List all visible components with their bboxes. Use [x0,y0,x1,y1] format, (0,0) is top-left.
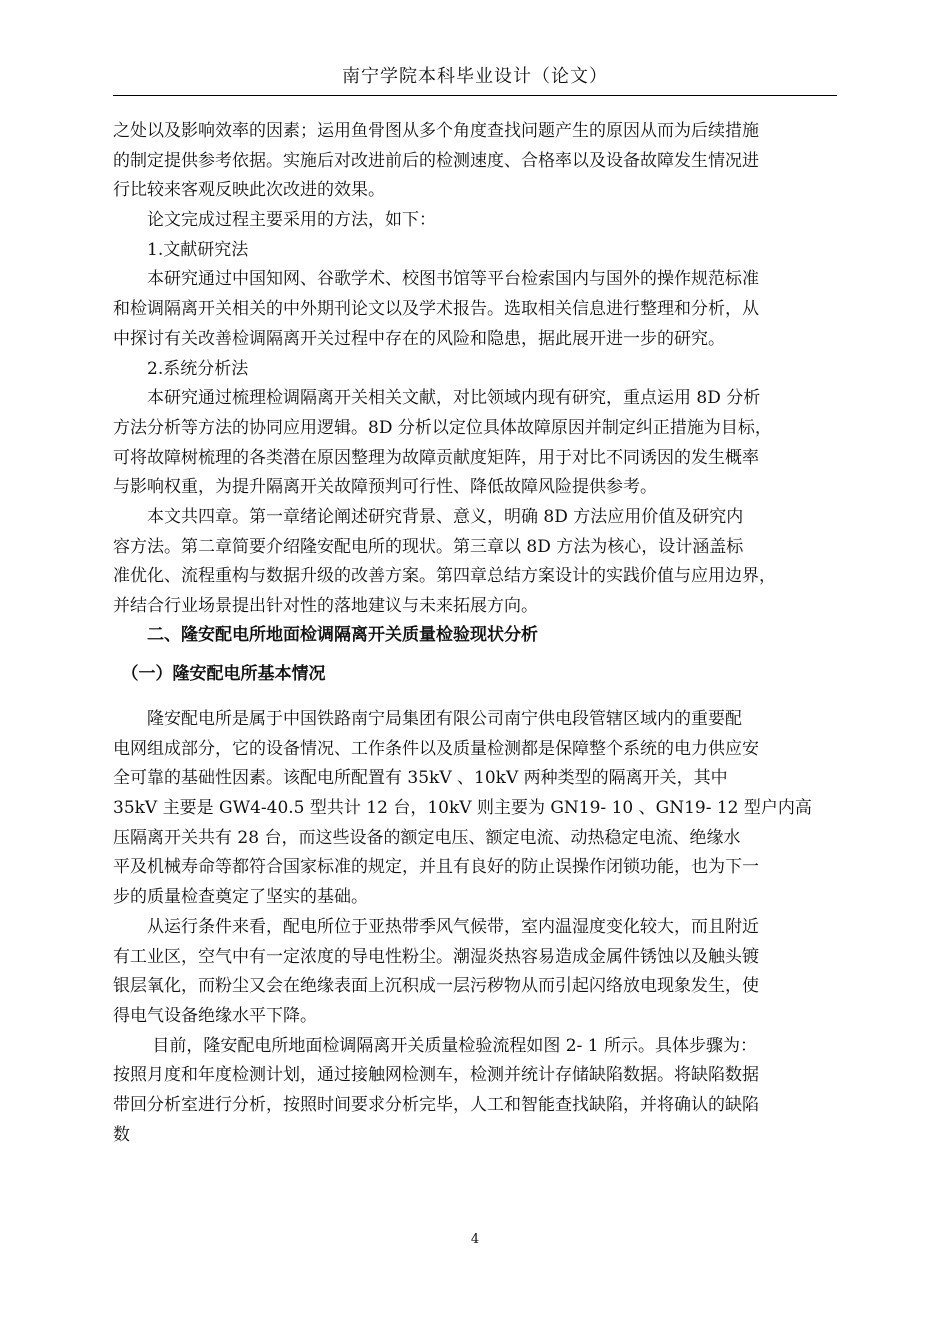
text-line: 35kV 主要是 GW4-40.5 型共计 12 台，10kV 则主要为 GN19- 10 、GN19- 12 型户内高 [113,798,812,819]
section-heading: 二、隆安配电所地面检调隔离开关质量检验现状分析 [113,625,538,645]
text-line: 平及机械寿命等都符合国家标准的规定，并且有良好的防止误操作闭锁功能，也为下一 [113,857,759,878]
text-line: 隆安配电所是属于中国铁路南宁局集团有限公司南宁供电段管辖区域内的重要配 [113,709,742,729]
running-header: 南宁学院本科毕业设计（论文） [342,66,608,87]
text-line: 与影响权重，为提升隔离开关故障预判可行性、降低故障风险提供参考。 [113,477,657,498]
text-line: 本文共四章。第一章绪论阐述研究背景、意义，明确 8D 方法应用价值及研究内 [113,506,744,527]
body-text-section [113,705,837,1150]
body-text-intro [113,117,837,622]
text-line: 全可靠的基础性因素。该配电所配置有 35kV 、10kV 两种类型的隔离开关，其中 [113,768,728,789]
text-line: 从运行条件来看，配电所位于亚热带季风气候带，室内温湿度变化较大，而且附近 [113,916,759,937]
text-line: 和检调隔离开关相关的中外期刊论文以及学术报告。选取相关信息进行整理和分析，从 [113,299,759,320]
text-line: 行比较来客观反映此次改进的效果。 [113,180,385,201]
page-number: 4 [470,1232,480,1247]
text-line: 容方法。第二章简要介绍隆安配电所的现状。第三章以 8D 方法为核心，设计涵盖标 [113,536,744,557]
text-line: 之处以及影响效率的因素；运用鱼骨图从多个角度查找问题产生的原因从而为后续措施 [113,121,759,141]
text-line: 中探讨有关改善检调隔离开关过程中存在的风险和隐患，据此展开进一步的研究。 [113,328,725,349]
text-line: 目前，隆安配电所地面检调隔离开关质量检验流程如图 2- 1 所示。具体步骤为： [113,1035,757,1056]
text-line: 本研究通过梳理检调隔离开关相关文献，对比领域内现有研究，重点运用 8D 分析 [113,388,761,409]
text-line: 的制定提供参考依据。实施后对改进前后的检测速度、合格率以及设备故障发生情况进 [113,150,759,171]
text-line: 数 [113,1124,130,1145]
text-line: 1.文献研究法 [113,239,249,260]
text-line: 准优化、流程重构与数据升级的改善方案。第四章总结方案设计的实践价值与应用边界， [113,566,776,587]
text-line: 方法分析等方法的协同应用逻辑。8D 分析以定位具体故障原因并制定纠正措施为目标， [113,417,772,438]
text-line: 得电气设备绝缘水平下降。 [113,1005,317,1026]
text-line: 本研究通过中国知网、谷歌学术、校图书馆等平台检索国内与国外的操作规范标准 [113,269,759,290]
text-line: 有工业区，空气中有一定浓度的导电性粉尘。潮湿炎热容易造成金属件锈蚀以及触头镀 [113,946,759,967]
text-line: 论文完成过程主要采用的方法，如下： [113,210,436,231]
text-line: 步的质量检查奠定了坚实的基础。 [113,887,368,908]
text-line: 并结合行业场景提出针对性的落地建议与未来拓展方向。 [113,596,538,616]
text-line: 2.系统分析法 [113,358,249,379]
header-rule [113,95,837,96]
text-line: 银层氧化，而粉尘又会在绝缘表面上沉积成一层污秽物从而引起闪络放电现象发生，使 [113,976,759,997]
text-line: 按照月度和年度检测计划，通过接触网检测车，检测并统计存储缺陷数据。将缺陷数据 [113,1065,759,1086]
subsection-heading: （一）隆安配电所基本情况 [113,664,326,684]
text-line: 带回分析室进行分析，按照时间要求分析完毕，人工和智能查找缺陷，并将确认的缺陷 [113,1094,759,1115]
text-line: 电网组成部分，它的设备情况、工作条件以及质量检测都是保障整个系统的电力供应安 [113,738,759,759]
text-line: 压隔离开关共有 28 台，而这些设备的额定电压、额定电流、动热稳定电流、绝缘水 [113,827,741,848]
text-line: 可将故障树梳理的各类潜在原因整理为故障贡献度矩阵，用于对比不同诱因的发生概率 [113,447,759,468]
